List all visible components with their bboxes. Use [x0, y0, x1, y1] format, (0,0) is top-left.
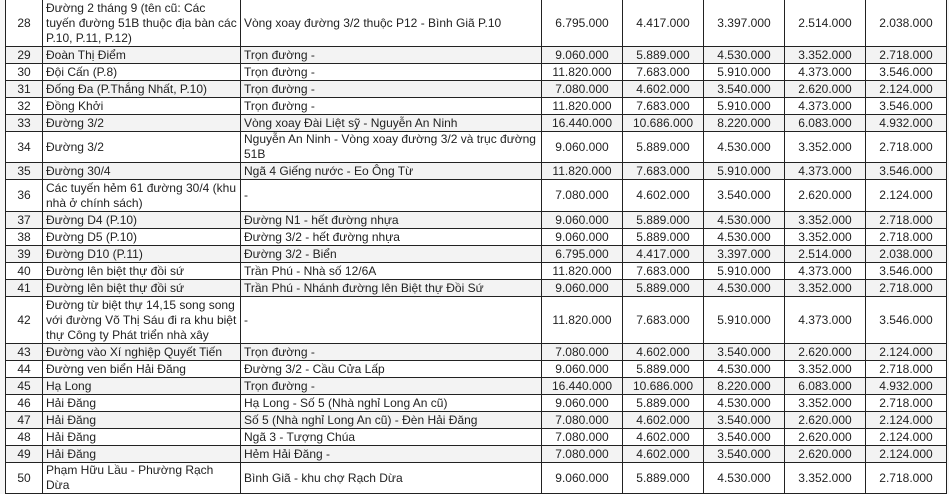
- table-row: [6, 395, 947, 412]
- price-position-3-cell: 4.530.000: [704, 463, 785, 494]
- price-position-3-cell: 5.910.000: [704, 64, 785, 81]
- table-row: [6, 297, 947, 344]
- price-position-5-cell: 2.038.000: [866, 246, 947, 263]
- row-number-cell: 45: [6, 378, 43, 395]
- road-segment-cell: Đường 3/2 - hết đường nhựa: [241, 229, 542, 246]
- table-row: [6, 64, 947, 81]
- price-position-1-cell: 9.060.000: [542, 47, 623, 64]
- table-row: [6, 0, 947, 47]
- street-name-cell: Đường 30/4: [43, 163, 241, 180]
- street-name-cell: Hải Đăng: [43, 429, 241, 446]
- price-position-1-cell: 7.080.000: [542, 412, 623, 429]
- price-position-2-cell: 5.889.000: [623, 395, 704, 412]
- street-name-cell: Các tuyến hẻm 61 đường 30/4 (khu nhà ở chính sách): [43, 180, 241, 212]
- row-number-cell: 47: [6, 412, 43, 429]
- price-position-4-cell: 4.373.000: [785, 263, 866, 280]
- table-row: [6, 229, 947, 246]
- price-position-2-cell: 5.889.000: [623, 132, 704, 163]
- table-row: [6, 81, 947, 98]
- price-position-4-cell: 3.352.000: [785, 229, 866, 246]
- row-number-cell: 41: [6, 280, 43, 297]
- price-position-4-cell: 4.373.000: [785, 297, 866, 344]
- price-position-4-cell: 2.514.000: [785, 0, 866, 47]
- road-segment-cell: Trọn đường -: [241, 47, 542, 64]
- row-number-cell: 40: [6, 263, 43, 280]
- price-position-3-cell: 4.530.000: [704, 132, 785, 163]
- price-position-4-cell: 3.352.000: [785, 395, 866, 412]
- road-segment-cell: Trần Phú - Nhánh đường lên Biệt thự Đồi Sứ: [241, 280, 542, 297]
- street-name-cell: Đường 2 tháng 9 (tên cũ: Các tuyến đường 51B thuộc địa bàn các P.10, P.11, P.12): [43, 0, 241, 47]
- road-segment-cell: Nguyễn An Ninh - Vòng xoay đường 3/2 và trục đường 51B: [241, 132, 542, 163]
- road-segment-cell: Trọn đường -: [241, 378, 542, 395]
- price-position-3-cell: 3.540.000: [704, 446, 785, 463]
- row-number-cell: 44: [6, 361, 43, 378]
- price-position-3-cell: 5.910.000: [704, 163, 785, 180]
- table-row: [6, 115, 947, 132]
- table-row: [6, 378, 947, 395]
- road-segment-cell: Bình Giã - khu chợ Rạch Dừa: [241, 463, 542, 494]
- price-position-3-cell: 3.540.000: [704, 429, 785, 446]
- price-position-2-cell: 5.889.000: [623, 47, 704, 64]
- price-position-2-cell: 7.683.000: [623, 163, 704, 180]
- price-position-3-cell: 3.540.000: [704, 81, 785, 98]
- table-row: [6, 344, 947, 361]
- land-price-table: [5, 0, 947, 494]
- price-position-1-cell: 9.060.000: [542, 463, 623, 494]
- street-name-cell: Đường 3/2: [43, 132, 241, 163]
- price-position-2-cell: 7.683.000: [623, 64, 704, 81]
- price-position-1-cell: 6.795.000: [542, 0, 623, 47]
- price-position-5-cell: 2.718.000: [866, 212, 947, 229]
- price-position-5-cell: 3.546.000: [866, 263, 947, 280]
- price-position-3-cell: 4.530.000: [704, 280, 785, 297]
- price-position-5-cell: 3.546.000: [866, 297, 947, 344]
- street-name-cell: Đống Đa (P.Thắng Nhất, P.10): [43, 81, 241, 98]
- price-position-4-cell: 6.083.000: [785, 378, 866, 395]
- price-position-1-cell: 9.060.000: [542, 212, 623, 229]
- price-position-1-cell: 7.080.000: [542, 429, 623, 446]
- road-segment-cell: Số 5 (Nhà nghỉ Long An cũ) - Đèn Hải Đăng: [241, 412, 542, 429]
- price-position-4-cell: 2.620.000: [785, 81, 866, 98]
- price-position-2-cell: 5.889.000: [623, 212, 704, 229]
- price-position-4-cell: 2.620.000: [785, 412, 866, 429]
- price-position-3-cell: 8.220.000: [704, 378, 785, 395]
- price-position-1-cell: 11.820.000: [542, 64, 623, 81]
- price-position-2-cell: 7.683.000: [623, 297, 704, 344]
- table-row: [6, 280, 947, 297]
- price-position-4-cell: 3.352.000: [785, 280, 866, 297]
- price-position-4-cell: 4.373.000: [785, 98, 866, 115]
- price-position-1-cell: 9.060.000: [542, 229, 623, 246]
- row-number-cell: 50: [6, 463, 43, 494]
- table-row: [6, 98, 947, 115]
- road-segment-cell: Trọn đường -: [241, 64, 542, 81]
- price-position-3-cell: 4.530.000: [704, 395, 785, 412]
- land-price-table-container: [5, 0, 945, 494]
- price-position-4-cell: 3.352.000: [785, 463, 866, 494]
- price-position-2-cell: 4.602.000: [623, 412, 704, 429]
- price-position-4-cell: 3.352.000: [785, 212, 866, 229]
- street-name-cell: Đường vào Xí nghiệp Quyết Tiến: [43, 344, 241, 361]
- price-position-4-cell: 3.352.000: [785, 47, 866, 64]
- table-row: [6, 246, 947, 263]
- price-position-5-cell: 2.124.000: [866, 446, 947, 463]
- road-segment-cell: Đường 3/2 - Biển: [241, 246, 542, 263]
- row-number-cell: 43: [6, 344, 43, 361]
- price-position-5-cell: 2.124.000: [866, 180, 947, 212]
- price-position-3-cell: 4.530.000: [704, 229, 785, 246]
- street-name-cell: Đường lên biệt thự đồi sứ: [43, 280, 241, 297]
- price-position-1-cell: 7.080.000: [542, 81, 623, 98]
- price-position-5-cell: 4.932.000: [866, 115, 947, 132]
- price-position-4-cell: 6.083.000: [785, 115, 866, 132]
- row-number-cell: 29: [6, 47, 43, 64]
- price-position-2-cell: 4.602.000: [623, 344, 704, 361]
- price-position-2-cell: 7.683.000: [623, 263, 704, 280]
- price-position-2-cell: 4.602.000: [623, 429, 704, 446]
- price-position-2-cell: 5.889.000: [623, 361, 704, 378]
- price-position-4-cell: 4.373.000: [785, 64, 866, 81]
- row-number-cell: 42: [6, 297, 43, 344]
- row-number-cell: 38: [6, 229, 43, 246]
- road-segment-cell: Hạ Long - Số 5 (Nhà nghỉ Long An cũ): [241, 395, 542, 412]
- price-position-3-cell: 8.220.000: [704, 115, 785, 132]
- table-row: [6, 446, 947, 463]
- row-number-cell: 32: [6, 98, 43, 115]
- street-name-cell: Đường 3/2: [43, 115, 241, 132]
- row-number-cell: 37: [6, 212, 43, 229]
- road-segment-cell: Ngã 4 Giếng nước - Eo Ông Từ: [241, 163, 542, 180]
- road-segment-cell: -: [241, 180, 542, 212]
- table-row: [6, 132, 947, 163]
- price-position-5-cell: 2.718.000: [866, 132, 947, 163]
- price-position-1-cell: 7.080.000: [542, 446, 623, 463]
- price-position-2-cell: 10.686.000: [623, 115, 704, 132]
- price-position-4-cell: 2.620.000: [785, 429, 866, 446]
- price-position-3-cell: 5.910.000: [704, 98, 785, 115]
- price-position-5-cell: 2.038.000: [866, 0, 947, 47]
- price-position-2-cell: 4.602.000: [623, 180, 704, 212]
- street-name-cell: Đội Cấn (P.8): [43, 64, 241, 81]
- price-position-1-cell: 9.060.000: [542, 280, 623, 297]
- table-row: [6, 180, 947, 212]
- price-position-3-cell: 4.530.000: [704, 361, 785, 378]
- price-position-1-cell: 9.060.000: [542, 132, 623, 163]
- street-name-cell: Đồng Khởi: [43, 98, 241, 115]
- price-position-5-cell: 3.546.000: [866, 64, 947, 81]
- street-name-cell: Hải Đăng: [43, 446, 241, 463]
- road-segment-cell: Trọn đường -: [241, 98, 542, 115]
- table-row: [6, 463, 947, 494]
- price-position-3-cell: 5.910.000: [704, 263, 785, 280]
- price-position-2-cell: 4.602.000: [623, 81, 704, 98]
- row-number-cell: 35: [6, 163, 43, 180]
- price-position-3-cell: 5.910.000: [704, 297, 785, 344]
- price-position-3-cell: 3.540.000: [704, 344, 785, 361]
- price-position-3-cell: 3.540.000: [704, 180, 785, 212]
- price-position-2-cell: 5.889.000: [623, 463, 704, 494]
- price-position-5-cell: 3.546.000: [866, 163, 947, 180]
- street-name-cell: Đường ven biển Hải Đăng: [43, 361, 241, 378]
- row-number-cell: 49: [6, 446, 43, 463]
- price-position-5-cell: 2.124.000: [866, 429, 947, 446]
- price-position-3-cell: 4.530.000: [704, 212, 785, 229]
- table-row: [6, 412, 947, 429]
- row-number-cell: 30: [6, 64, 43, 81]
- street-name-cell: Đường D4 (P.10): [43, 212, 241, 229]
- street-name-cell: Hải Đăng: [43, 412, 241, 429]
- price-position-4-cell: 2.620.000: [785, 446, 866, 463]
- road-segment-cell: Đường 3/2 - Cầu Cửa Lấp: [241, 361, 542, 378]
- price-position-1-cell: 7.080.000: [542, 344, 623, 361]
- road-segment-cell: -: [241, 297, 542, 344]
- price-position-4-cell: 2.620.000: [785, 180, 866, 212]
- table-row: [6, 361, 947, 378]
- table-row: [6, 429, 947, 446]
- road-segment-cell: Vòng xoay đường 3/2 thuộc P12 - Bình Giã P.10: [241, 0, 542, 47]
- row-number-cell: 36: [6, 180, 43, 212]
- price-position-1-cell: 16.440.000: [542, 378, 623, 395]
- table-row: [6, 263, 947, 280]
- street-name-cell: Đoàn Thị Điểm: [43, 47, 241, 64]
- price-position-5-cell: 2.124.000: [866, 412, 947, 429]
- price-position-1-cell: 11.820.000: [542, 98, 623, 115]
- street-name-cell: Đường lên biệt thự đồi sứ: [43, 263, 241, 280]
- table-row: [6, 212, 947, 229]
- price-position-3-cell: 3.540.000: [704, 412, 785, 429]
- price-position-2-cell: 4.417.000: [623, 246, 704, 263]
- price-position-2-cell: 10.686.000: [623, 378, 704, 395]
- street-name-cell: Phạm Hữu Lầu - Phường Rạch Dừa: [43, 463, 241, 494]
- road-segment-cell: Đường N1 - hết đường nhựa: [241, 212, 542, 229]
- price-position-3-cell: 3.397.000: [704, 246, 785, 263]
- price-position-1-cell: 16.440.000: [542, 115, 623, 132]
- price-position-4-cell: 3.352.000: [785, 132, 866, 163]
- price-position-5-cell: 2.718.000: [866, 463, 947, 494]
- road-segment-cell: Ngã 3 - Tượng Chúa: [241, 429, 542, 446]
- price-position-5-cell: 2.718.000: [866, 47, 947, 64]
- price-position-4-cell: 3.352.000: [785, 361, 866, 378]
- table-body: [6, 0, 947, 494]
- row-number-cell: 48: [6, 429, 43, 446]
- row-number-cell: 31: [6, 81, 43, 98]
- price-position-5-cell: 4.932.000: [866, 378, 947, 395]
- road-segment-cell: Trần Phú - Nhà số 12/6A: [241, 263, 542, 280]
- price-position-1-cell: 11.820.000: [542, 163, 623, 180]
- price-position-4-cell: 4.373.000: [785, 163, 866, 180]
- road-segment-cell: Vòng xoay Đài Liệt sỹ - Nguyễn An Ninh: [241, 115, 542, 132]
- street-name-cell: Hạ Long: [43, 378, 241, 395]
- table-row: [6, 47, 947, 64]
- price-position-2-cell: 4.417.000: [623, 0, 704, 47]
- row-number-cell: 33: [6, 115, 43, 132]
- price-position-4-cell: 2.620.000: [785, 344, 866, 361]
- price-position-1-cell: 11.820.000: [542, 263, 623, 280]
- price-position-5-cell: 3.546.000: [866, 98, 947, 115]
- street-name-cell: Hải Đăng: [43, 395, 241, 412]
- price-position-2-cell: 5.889.000: [623, 229, 704, 246]
- road-segment-cell: Trọn đường -: [241, 344, 542, 361]
- price-position-1-cell: 11.820.000: [542, 297, 623, 344]
- price-position-1-cell: 9.060.000: [542, 395, 623, 412]
- row-number-cell: 34: [6, 132, 43, 163]
- price-position-5-cell: 2.718.000: [866, 361, 947, 378]
- price-position-5-cell: 2.124.000: [866, 344, 947, 361]
- row-number-cell: 46: [6, 395, 43, 412]
- price-position-1-cell: 9.060.000: [542, 361, 623, 378]
- price-position-3-cell: 3.397.000: [704, 0, 785, 47]
- street-name-cell: Đường D5 (P.10): [43, 229, 241, 246]
- price-position-5-cell: 2.718.000: [866, 395, 947, 412]
- price-position-2-cell: 7.683.000: [623, 98, 704, 115]
- price-position-2-cell: 5.889.000: [623, 280, 704, 297]
- row-number-cell: 28: [6, 0, 43, 47]
- street-name-cell: Đường từ biệt thự 14,15 song song với đường Võ Thị Sáu đi ra khu biệt thự Công ty Phát triển nhà xây: [43, 297, 241, 344]
- price-position-1-cell: 7.080.000: [542, 180, 623, 212]
- road-segment-cell: Hẻm Hải Đăng -: [241, 446, 542, 463]
- price-position-5-cell: 2.718.000: [866, 229, 947, 246]
- price-position-5-cell: 2.718.000: [866, 280, 947, 297]
- price-position-1-cell: 6.795.000: [542, 246, 623, 263]
- price-position-4-cell: 2.514.000: [785, 246, 866, 263]
- road-segment-cell: Trọn đường -: [241, 81, 542, 98]
- row-number-cell: 39: [6, 246, 43, 263]
- table-row: [6, 163, 947, 180]
- price-position-2-cell: 4.602.000: [623, 446, 704, 463]
- street-name-cell: Đường D10 (P.11): [43, 246, 241, 263]
- price-position-5-cell: 2.124.000: [866, 81, 947, 98]
- price-position-3-cell: 4.530.000: [704, 47, 785, 64]
